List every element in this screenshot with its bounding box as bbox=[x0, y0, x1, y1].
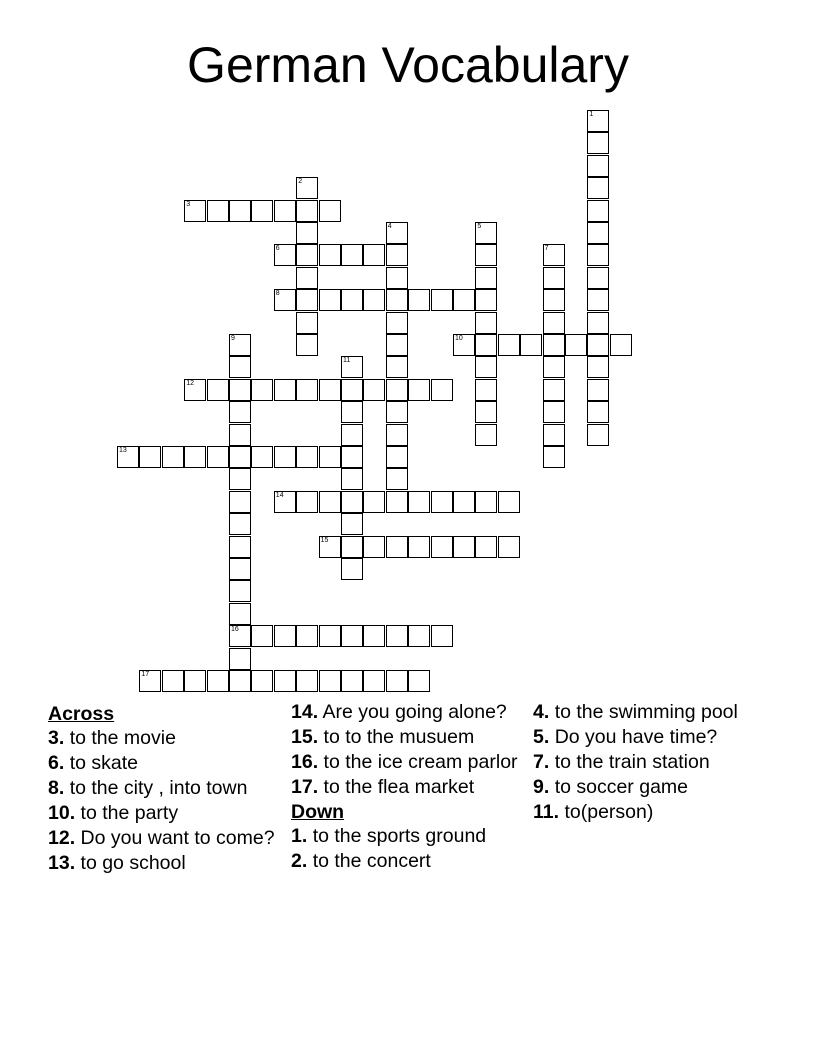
clue-text: to the city , into town bbox=[69, 777, 248, 799]
grid-cell[interactable] bbox=[363, 289, 385, 311]
grid-cell[interactable] bbox=[319, 446, 341, 468]
grid-cell[interactable] bbox=[610, 334, 632, 356]
page-title: German Vocabulary bbox=[187, 37, 629, 93]
grid-cell[interactable] bbox=[229, 648, 251, 670]
grid-cell[interactable] bbox=[431, 625, 453, 647]
grid-cell[interactable] bbox=[319, 244, 341, 266]
grid-cell[interactable] bbox=[341, 401, 363, 423]
grid-cell[interactable] bbox=[162, 446, 184, 468]
grid-cell[interactable] bbox=[408, 379, 430, 401]
clue-down-1 bbox=[291, 825, 531, 847]
grid-cell[interactable] bbox=[229, 491, 251, 513]
grid-cell[interactable] bbox=[207, 200, 229, 222]
clue-text: to the concert bbox=[312, 850, 431, 872]
grid-number: 17 bbox=[141, 671, 150, 678]
grid-cell[interactable] bbox=[386, 379, 408, 401]
grid-number: 16 bbox=[231, 626, 239, 634]
clue-across-3 bbox=[48, 727, 288, 749]
grid-cell[interactable] bbox=[431, 536, 453, 558]
grid-cell[interactable] bbox=[386, 536, 408, 558]
grid-cell[interactable] bbox=[251, 200, 273, 222]
grid-cell[interactable] bbox=[341, 468, 363, 490]
grid-cell[interactable] bbox=[408, 536, 430, 558]
grid-cell[interactable] bbox=[341, 670, 363, 692]
grid-cell[interactable] bbox=[251, 446, 273, 468]
clue-number: 4. bbox=[533, 701, 550, 723]
grid-cell[interactable] bbox=[543, 424, 565, 446]
grid-cell[interactable] bbox=[341, 446, 363, 468]
grid-cell[interactable] bbox=[363, 491, 385, 513]
grid-cell[interactable] bbox=[587, 401, 609, 423]
grid-cell[interactable] bbox=[207, 670, 229, 692]
clue-text: to the train station bbox=[554, 751, 710, 773]
grid-cell[interactable] bbox=[386, 401, 408, 423]
grid-cell[interactable] bbox=[565, 334, 587, 356]
grid-cell[interactable] bbox=[431, 491, 453, 513]
grid-cell[interactable] bbox=[117, 446, 139, 468]
grid-cell[interactable] bbox=[475, 267, 497, 289]
grid-cell[interactable] bbox=[229, 625, 251, 647]
grid-cell[interactable] bbox=[386, 468, 408, 490]
grid-cell[interactable] bbox=[386, 222, 408, 244]
grid-cell[interactable] bbox=[587, 244, 609, 266]
grid-cell[interactable] bbox=[296, 177, 318, 199]
grid-cell[interactable] bbox=[543, 244, 565, 266]
grid-number: 14 bbox=[275, 491, 284, 499]
clue-number: 9. bbox=[533, 776, 550, 798]
grid-cell[interactable] bbox=[229, 334, 251, 356]
grid-cell[interactable] bbox=[229, 670, 251, 692]
grid-cell[interactable] bbox=[319, 379, 341, 401]
grid-cell[interactable] bbox=[341, 244, 363, 266]
clue-across-17 bbox=[291, 776, 531, 798]
grid-cell[interactable] bbox=[453, 491, 475, 513]
grid-cell[interactable] bbox=[296, 379, 318, 401]
grid-cell[interactable] bbox=[386, 267, 408, 289]
clue-number: 6. bbox=[48, 752, 65, 774]
clue-number: 11. bbox=[533, 801, 560, 823]
grid-cell[interactable] bbox=[341, 424, 363, 446]
clue-across-13 bbox=[48, 852, 288, 874]
grid-cell[interactable] bbox=[587, 267, 609, 289]
grid-cell[interactable] bbox=[475, 312, 497, 334]
grid-number: 11 bbox=[343, 357, 351, 365]
grid-cell[interactable] bbox=[229, 558, 251, 580]
clue-text: Are you going alone? bbox=[322, 701, 507, 723]
grid-cell[interactable] bbox=[386, 244, 408, 266]
grid-cell[interactable] bbox=[453, 536, 475, 558]
grid-cell[interactable] bbox=[296, 312, 318, 334]
grid-cell[interactable] bbox=[251, 625, 273, 647]
clue-across-10 bbox=[48, 802, 288, 824]
grid-cell[interactable] bbox=[543, 312, 565, 334]
clue-text: to the party bbox=[80, 802, 179, 824]
grid-cell[interactable] bbox=[543, 446, 565, 468]
grid-cell[interactable] bbox=[296, 289, 318, 311]
grid-cell[interactable] bbox=[543, 267, 565, 289]
grid-cell[interactable] bbox=[431, 379, 453, 401]
grid-cell[interactable] bbox=[587, 289, 609, 311]
grid-cell[interactable] bbox=[587, 132, 609, 154]
grid-cell[interactable] bbox=[139, 670, 161, 692]
grid-cell[interactable] bbox=[274, 491, 296, 513]
grid-cell[interactable] bbox=[274, 446, 296, 468]
clue-text: Do you have time? bbox=[554, 726, 718, 748]
clue-number: 1. bbox=[291, 825, 308, 847]
clue-across-14 bbox=[291, 701, 531, 723]
grid-cell[interactable] bbox=[498, 536, 520, 558]
grid-cell[interactable] bbox=[386, 312, 408, 334]
grid-cell[interactable] bbox=[274, 379, 296, 401]
grid-cell[interactable] bbox=[319, 289, 341, 311]
clue-number: 10. bbox=[48, 802, 76, 824]
grid-cell[interactable] bbox=[386, 334, 408, 356]
grid-cell[interactable] bbox=[341, 289, 363, 311]
clue-text: to go school bbox=[80, 852, 186, 874]
grid-cell[interactable] bbox=[274, 625, 296, 647]
grid-cell[interactable] bbox=[341, 625, 363, 647]
clues-column-2 bbox=[291, 701, 531, 875]
grid-cell[interactable] bbox=[341, 513, 363, 535]
grid-cell[interactable] bbox=[475, 289, 497, 311]
grid-number: 4 bbox=[387, 223, 392, 230]
grid-cell[interactable] bbox=[296, 244, 318, 266]
grid-cell[interactable] bbox=[274, 244, 296, 266]
grid-cell[interactable] bbox=[296, 625, 318, 647]
grid-number: 7 bbox=[544, 245, 549, 253]
grid-cell[interactable] bbox=[319, 625, 341, 647]
grid-cell[interactable] bbox=[587, 379, 609, 401]
grid-cell[interactable] bbox=[229, 379, 251, 401]
grid-cell[interactable] bbox=[139, 446, 161, 468]
grid-cell[interactable] bbox=[475, 334, 497, 356]
clue-text: to(person) bbox=[564, 801, 654, 823]
grid-cell[interactable] bbox=[296, 200, 318, 222]
grid-cell[interactable] bbox=[453, 334, 475, 356]
grid-cell[interactable] bbox=[274, 200, 296, 222]
clue-text: Do you want to come? bbox=[80, 827, 275, 849]
grid-cell[interactable] bbox=[453, 289, 475, 311]
grid-cell[interactable] bbox=[207, 379, 229, 401]
grid-cell[interactable] bbox=[386, 289, 408, 311]
grid-cell[interactable] bbox=[587, 222, 609, 244]
grid-cell[interactable] bbox=[251, 670, 273, 692]
grid-cell[interactable] bbox=[386, 446, 408, 468]
grid-cell[interactable] bbox=[296, 670, 318, 692]
grid-number: 8 bbox=[275, 290, 280, 298]
grid-cell[interactable] bbox=[229, 401, 251, 423]
grid-cell[interactable] bbox=[341, 491, 363, 513]
clue-number: 3. bbox=[48, 727, 65, 749]
grid-number: 12 bbox=[186, 379, 194, 387]
grid-cell[interactable] bbox=[229, 446, 251, 468]
grid-cell[interactable] bbox=[184, 670, 206, 692]
clue-number: 12. bbox=[48, 827, 76, 849]
grid-cell[interactable] bbox=[162, 670, 184, 692]
grid-cell[interactable] bbox=[587, 177, 609, 199]
grid-cell[interactable] bbox=[543, 379, 565, 401]
clue-number: 13. bbox=[48, 852, 76, 874]
grid-number: 2 bbox=[298, 178, 303, 186]
grid-cell[interactable] bbox=[229, 580, 251, 602]
grid-cell[interactable] bbox=[229, 536, 251, 558]
grid-cell[interactable] bbox=[319, 670, 341, 692]
grid-cell[interactable] bbox=[543, 289, 565, 311]
grid-cell[interactable] bbox=[475, 401, 497, 423]
grid-cell[interactable] bbox=[363, 536, 385, 558]
grid-cell[interactable] bbox=[386, 491, 408, 513]
grid-number: 15 bbox=[320, 536, 329, 544]
grid-number: 5 bbox=[477, 223, 482, 230]
grid-cell[interactable] bbox=[229, 513, 251, 535]
grid-cell[interactable] bbox=[498, 334, 520, 356]
grid-cell[interactable] bbox=[296, 491, 318, 513]
clue-down-5 bbox=[533, 726, 773, 748]
grid-cell[interactable] bbox=[184, 379, 206, 401]
grid-cell[interactable] bbox=[587, 200, 609, 222]
clue-text: to the movie bbox=[69, 727, 176, 749]
grid-cell[interactable] bbox=[386, 356, 408, 378]
grid-cell[interactable] bbox=[386, 625, 408, 647]
grid-cell[interactable] bbox=[341, 558, 363, 580]
clue-number: 15. bbox=[291, 726, 319, 748]
grid-cell[interactable] bbox=[543, 401, 565, 423]
clue-text: to skate bbox=[69, 752, 138, 774]
grid-cell[interactable] bbox=[475, 356, 497, 378]
grid-cell[interactable] bbox=[475, 536, 497, 558]
grid-cell[interactable] bbox=[341, 379, 363, 401]
grid-cell[interactable] bbox=[229, 200, 251, 222]
grid-cell[interactable] bbox=[475, 222, 497, 244]
clue-across-6 bbox=[48, 752, 288, 774]
grid-number: 6 bbox=[275, 245, 280, 253]
grid-cell[interactable] bbox=[184, 446, 206, 468]
grid-cell[interactable] bbox=[229, 356, 251, 378]
grid-cell[interactable] bbox=[408, 625, 430, 647]
grid-cell[interactable] bbox=[296, 267, 318, 289]
grid-cell[interactable] bbox=[229, 424, 251, 446]
grid-cell[interactable] bbox=[408, 491, 430, 513]
grid-cell[interactable] bbox=[229, 603, 251, 625]
grid-cell[interactable] bbox=[296, 446, 318, 468]
grid-cell[interactable] bbox=[184, 200, 206, 222]
clues-column-3 bbox=[533, 701, 773, 826]
clue-across-16 bbox=[291, 751, 531, 773]
grid-cell[interactable] bbox=[341, 536, 363, 558]
grid-cell[interactable] bbox=[408, 670, 430, 692]
grid-cell[interactable] bbox=[296, 334, 318, 356]
grid-cell[interactable] bbox=[475, 244, 497, 266]
grid-cell[interactable] bbox=[341, 356, 363, 378]
clue-text: to the sports ground bbox=[312, 825, 487, 847]
grid-cell[interactable] bbox=[408, 289, 430, 311]
grid-number: 9 bbox=[231, 335, 235, 342]
grid-cell[interactable] bbox=[475, 491, 497, 513]
grid-cell[interactable] bbox=[363, 244, 385, 266]
grid-cell[interactable] bbox=[319, 491, 341, 513]
clue-down-7 bbox=[533, 751, 773, 773]
grid-cell[interactable] bbox=[386, 424, 408, 446]
grid-cell[interactable] bbox=[363, 625, 385, 647]
clue-across-8 bbox=[48, 777, 288, 799]
clue-across-15 bbox=[291, 726, 531, 748]
grid-cell[interactable] bbox=[363, 379, 385, 401]
grid-cell[interactable] bbox=[386, 670, 408, 692]
grid-cell[interactable] bbox=[207, 446, 229, 468]
clue-number: 5. bbox=[533, 726, 550, 748]
clue-text: to soccer game bbox=[554, 776, 688, 798]
grid-cell[interactable] bbox=[543, 334, 565, 356]
grid-cell[interactable] bbox=[296, 222, 318, 244]
grid-number: 1 bbox=[589, 111, 594, 118]
clue-number: 8. bbox=[48, 777, 65, 799]
clue-across-12 bbox=[48, 827, 288, 849]
grid-cell[interactable] bbox=[319, 536, 341, 558]
grid-cell[interactable] bbox=[475, 424, 497, 446]
grid-number: 13 bbox=[119, 447, 127, 454]
grid-number: 3 bbox=[186, 200, 191, 208]
clue-number: 2. bbox=[291, 850, 308, 872]
clue-down-9 bbox=[533, 776, 773, 798]
grid-cell[interactable] bbox=[319, 200, 341, 222]
grid-cell[interactable] bbox=[229, 468, 251, 490]
grid-cell[interactable] bbox=[587, 356, 609, 378]
down-heading: Down bbox=[291, 801, 345, 823]
grid-cell[interactable] bbox=[587, 312, 609, 334]
grid-cell[interactable] bbox=[587, 110, 609, 132]
clue-down-4 bbox=[533, 701, 773, 723]
grid-cell[interactable] bbox=[587, 155, 609, 177]
clues-column-1 bbox=[48, 701, 288, 877]
grid-cell[interactable] bbox=[274, 670, 296, 692]
grid-cell[interactable] bbox=[587, 424, 609, 446]
grid-number: 10 bbox=[455, 335, 463, 342]
clue-text: to to the musuem bbox=[323, 726, 475, 748]
clue-number: 17. bbox=[291, 776, 319, 798]
clue-number: 14. bbox=[291, 701, 319, 723]
grid-cell[interactable] bbox=[587, 334, 609, 356]
grid-cell[interactable] bbox=[543, 356, 565, 378]
across-heading: Across bbox=[48, 703, 115, 725]
grid-cell[interactable] bbox=[498, 491, 520, 513]
clue-down-2 bbox=[291, 850, 531, 872]
clue-text: to the flea market bbox=[323, 776, 475, 798]
grid-cell[interactable] bbox=[274, 289, 296, 311]
grid-cell[interactable] bbox=[520, 334, 542, 356]
clue-number: 7. bbox=[533, 751, 550, 773]
grid-cell[interactable] bbox=[431, 289, 453, 311]
grid-cell[interactable] bbox=[363, 670, 385, 692]
grid-cell[interactable] bbox=[475, 379, 497, 401]
clue-down-11 bbox=[533, 801, 773, 823]
grid-cell[interactable] bbox=[251, 379, 273, 401]
clue-text: to the ice cream parlor bbox=[323, 751, 518, 773]
clue-number: 16. bbox=[291, 751, 319, 773]
clue-text: to the swimming pool bbox=[554, 701, 738, 723]
